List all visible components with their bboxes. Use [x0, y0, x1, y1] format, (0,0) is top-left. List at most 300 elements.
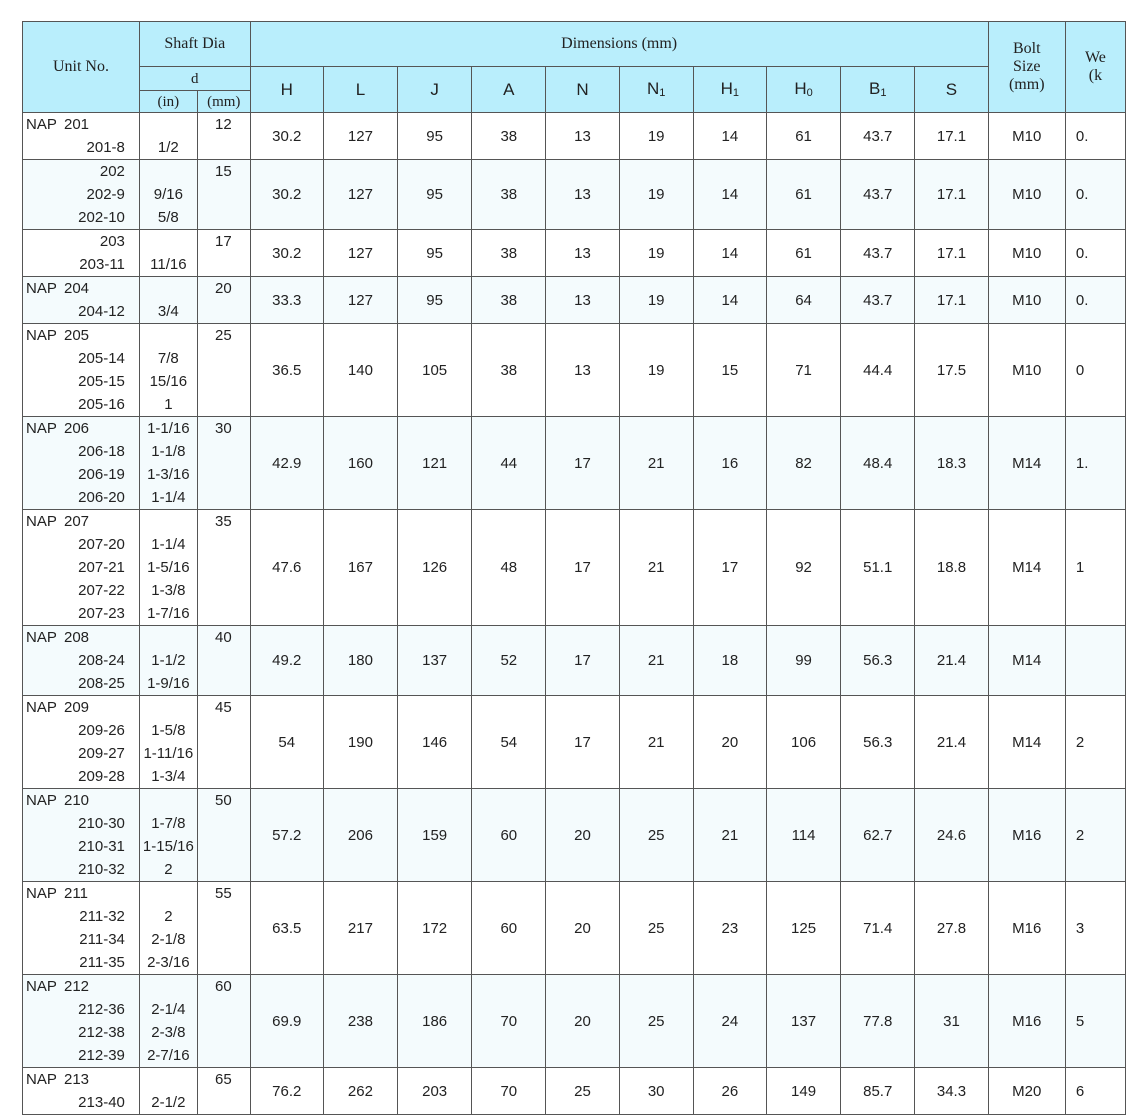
shaft-dia-in: 2-3/16 — [147, 954, 190, 971]
dimension-value: 30.2 — [250, 230, 323, 277]
unit-no — [23, 183, 139, 206]
dimension-value: 43.7 — [841, 277, 915, 324]
unit-no — [23, 696, 139, 719]
unit-no — [23, 882, 139, 905]
shaft-dia-in — [140, 510, 197, 533]
bolt-size-value: M16 — [988, 975, 1065, 1068]
shaft-dia-mm: 35 — [214, 513, 232, 530]
dimension-value: 127 — [323, 113, 397, 160]
dimension-value: 38 — [472, 113, 546, 160]
bolt-size-value: M10 — [988, 230, 1065, 277]
unit-no-cell — [23, 417, 140, 510]
dimension-value: 70 — [472, 1068, 546, 1115]
shaft-dia-in: 1-5/8 — [151, 722, 186, 739]
dimension-value: 64 — [766, 277, 840, 324]
dimension-value: 51.1 — [841, 510, 915, 626]
weight-value: 0 — [1065, 324, 1125, 417]
shaft-dia-in: 1-5/16 — [147, 559, 190, 576]
shaft-dia-mm: 40 — [214, 629, 232, 646]
shaft-dia-in-cell — [139, 510, 197, 626]
dimension-value: 19 — [619, 324, 693, 417]
unit-number: 208 — [64, 629, 90, 646]
unit-no — [23, 579, 139, 602]
dimension-value: 20 — [546, 789, 619, 882]
shaft-dia-mm: 50 — [214, 792, 232, 809]
shaft-dia-in-cell — [139, 160, 197, 230]
dimension-value: 17.1 — [915, 113, 988, 160]
dimension-value: 33.3 — [250, 277, 323, 324]
header-dim-letter: H — [280, 79, 293, 99]
dimension-value: 17.1 — [915, 230, 988, 277]
header-d: d — [139, 67, 250, 91]
weight-value: 1. — [1065, 417, 1125, 510]
weight-value: 0. — [1065, 230, 1125, 277]
shaft-dia-in-cell — [139, 277, 197, 324]
shaft-dia-in: 2 — [164, 908, 173, 925]
dimension-value: 114 — [766, 789, 840, 882]
dimension-value: 17 — [546, 626, 619, 696]
bolt-size-value: M14 — [988, 626, 1065, 696]
dimension-value: 21 — [693, 789, 766, 882]
dimension-value: 26 — [693, 1068, 766, 1115]
dimension-value: 48 — [472, 510, 546, 626]
unit-number: 208-24 — [78, 652, 125, 669]
bearing-unit-spec-table — [22, 21, 1126, 1115]
unit-no — [23, 277, 139, 300]
dimension-value: 105 — [398, 324, 472, 417]
unit-prefix: NAP — [26, 792, 57, 809]
unit-number: 211 — [64, 885, 88, 902]
shaft-dia-in — [140, 1068, 197, 1091]
shaft-dia-mm-cell — [197, 160, 250, 230]
unit-prefix: NAP — [26, 116, 57, 133]
dimension-value: 99 — [766, 626, 840, 696]
unit-no — [23, 835, 139, 858]
header-mm: (mm) — [197, 91, 250, 113]
shaft-dia-in: 1-3/4 — [151, 768, 186, 785]
shaft-dia-mm-cell — [197, 324, 250, 417]
shaft-dia-mm-cell — [197, 230, 250, 277]
unit-no — [23, 789, 139, 812]
header-dim-col — [398, 67, 472, 113]
dimension-value: 14 — [693, 277, 766, 324]
dimension-value: 49.2 — [250, 626, 323, 696]
unit-no — [23, 602, 139, 625]
header-dim-letter: A — [503, 79, 515, 99]
spec-table-container — [22, 21, 1106, 1111]
unit-number: 209-27 — [78, 745, 125, 762]
dimension-value: 36.5 — [250, 324, 323, 417]
unit-number: 212-36 — [78, 1001, 125, 1018]
unit-no — [23, 719, 139, 742]
dimension-value: 14 — [693, 113, 766, 160]
unit-number: 206 — [64, 420, 90, 437]
unit-number: 207-21 — [78, 559, 125, 576]
unit-number: 204-12 — [78, 303, 125, 320]
shaft-dia-mm: 25 — [214, 327, 232, 344]
header-dim-col — [250, 67, 323, 113]
shaft-dia-in — [140, 626, 197, 649]
dimension-value: 19 — [619, 113, 693, 160]
dimension-value: 54 — [472, 696, 546, 789]
dimension-value: 43.7 — [841, 230, 915, 277]
bolt-size-value: M16 — [988, 882, 1065, 975]
table-row — [23, 696, 1126, 789]
shaft-dia-in: 15/16 — [149, 373, 188, 390]
shaft-dia-in: 1 — [164, 396, 173, 413]
dimension-value: 13 — [546, 160, 619, 230]
shaft-dia-in-cell — [139, 789, 197, 882]
unit-no — [23, 230, 139, 253]
dimension-value: 60 — [472, 789, 546, 882]
dimension-value: 61 — [766, 160, 840, 230]
shaft-dia-in-cell — [139, 113, 197, 160]
unit-number: 210 — [64, 792, 90, 809]
unit-no — [23, 347, 139, 370]
dimension-value: 190 — [323, 696, 397, 789]
dimension-value: 137 — [766, 975, 840, 1068]
shaft-dia-in: 1-1/8 — [151, 443, 186, 460]
shaft-dia-mm: 30 — [214, 420, 232, 437]
dimension-value: 20 — [546, 882, 619, 975]
unit-number: 205-16 — [78, 396, 125, 413]
dimension-value: 56.3 — [841, 626, 915, 696]
dimension-value: 17 — [546, 696, 619, 789]
bolt-size-value: M10 — [988, 113, 1065, 160]
unit-no — [23, 206, 139, 229]
unit-number: 205-15 — [78, 373, 125, 390]
header-dim-subscript: 0 — [806, 86, 813, 99]
shaft-dia-in: 2-1/2 — [151, 1094, 186, 1111]
unit-prefix: NAP — [26, 420, 57, 437]
dimension-value: 25 — [619, 975, 693, 1068]
shaft-dia-mm: 65 — [214, 1071, 232, 1088]
shaft-dia-in: 2-7/16 — [147, 1047, 190, 1064]
shaft-dia-in: 1-11/16 — [143, 745, 194, 762]
unit-number: 206-19 — [78, 466, 125, 483]
unit-no — [23, 370, 139, 393]
dimension-value: 25 — [619, 789, 693, 882]
dimension-value: 19 — [619, 230, 693, 277]
unit-number: 209-26 — [78, 722, 125, 739]
unit-no-cell — [23, 789, 140, 882]
unit-no-cell — [23, 113, 140, 160]
header-bolt-size: Bolt Size (mm) — [988, 22, 1065, 113]
unit-prefix: NAP — [26, 1071, 57, 1088]
shaft-dia-in — [140, 277, 197, 300]
bolt-size-value: M10 — [988, 160, 1065, 230]
unit-prefix: NAP — [26, 513, 57, 530]
shaft-dia-mm-cell — [197, 696, 250, 789]
dimension-value: 167 — [323, 510, 397, 626]
dimension-value: 30.2 — [250, 160, 323, 230]
dimension-value: 20 — [546, 975, 619, 1068]
unit-no — [23, 440, 139, 463]
shaft-dia-mm-cell — [197, 1068, 250, 1115]
dimension-value: 172 — [398, 882, 472, 975]
unit-no-cell — [23, 510, 140, 626]
unit-no — [23, 463, 139, 486]
dimension-value: 60 — [472, 882, 546, 975]
shaft-dia-mm: 60 — [214, 978, 232, 995]
shaft-dia-in — [140, 789, 197, 812]
unit-no-cell — [23, 160, 140, 230]
shaft-dia-in: 1-9/16 — [147, 675, 190, 692]
dimension-value: 21 — [619, 417, 693, 510]
header-dim-letter: S — [945, 79, 958, 99]
dimension-value: 95 — [398, 277, 472, 324]
dimension-value: 21.4 — [915, 696, 988, 789]
unit-no-cell — [23, 1068, 140, 1115]
header-in: (in) — [139, 91, 197, 113]
table-body — [23, 113, 1126, 1115]
unit-no — [23, 556, 139, 579]
unit-no — [23, 626, 139, 649]
dimension-value: 262 — [323, 1068, 397, 1115]
weight-value: 0. — [1065, 113, 1125, 160]
header-dim-subscript: 1 — [732, 86, 740, 99]
shaft-dia-in: 5/8 — [157, 209, 179, 226]
dimension-value: 92 — [766, 510, 840, 626]
dimension-value: 15 — [693, 324, 766, 417]
header-unit-no: Unit No. — [23, 22, 140, 113]
unit-no — [23, 417, 139, 440]
unit-number: 207-23 — [78, 605, 125, 622]
dimension-value: 21 — [619, 626, 693, 696]
dimension-value: 17.1 — [915, 160, 988, 230]
table-row — [23, 975, 1126, 1068]
unit-number: 213 — [64, 1071, 90, 1088]
shaft-dia-mm-cell — [197, 417, 250, 510]
table-row — [23, 324, 1126, 417]
bolt-size-value: M20 — [988, 1068, 1065, 1115]
unit-no — [23, 1091, 139, 1114]
dimension-value: 62.7 — [841, 789, 915, 882]
unit-no-cell — [23, 975, 140, 1068]
table-row — [23, 230, 1126, 277]
unit-no-cell — [23, 324, 140, 417]
header-dim-letter: J — [430, 79, 439, 99]
dimension-value: 17.5 — [915, 324, 988, 417]
dimension-value: 20 — [693, 696, 766, 789]
bolt-size-value: M14 — [988, 417, 1065, 510]
dimension-value: 77.8 — [841, 975, 915, 1068]
unit-number: 206-18 — [78, 443, 125, 460]
table-row — [23, 113, 1126, 160]
unit-no — [23, 928, 139, 951]
dimension-value: 13 — [546, 324, 619, 417]
unit-no-cell — [23, 882, 140, 975]
dimension-value: 217 — [323, 882, 397, 975]
shaft-dia-in — [140, 696, 197, 719]
dimension-value: 159 — [398, 789, 472, 882]
dimension-value: 56.3 — [841, 696, 915, 789]
dimension-value: 17.1 — [915, 277, 988, 324]
dimension-value: 180 — [323, 626, 397, 696]
unit-number: 212 — [64, 978, 90, 995]
unit-no — [23, 510, 139, 533]
dimension-value: 18.3 — [915, 417, 988, 510]
shaft-dia-in: 2-1/8 — [151, 931, 186, 948]
dimension-value: 71 — [766, 324, 840, 417]
dimension-value: 203 — [398, 1068, 472, 1115]
shaft-dia-mm-cell — [197, 975, 250, 1068]
dimension-value: 48.4 — [841, 417, 915, 510]
unit-no — [23, 113, 139, 136]
dimension-value: 82 — [766, 417, 840, 510]
unit-no — [23, 393, 139, 416]
dimension-value: 127 — [323, 277, 397, 324]
shaft-dia-mm: 17 — [214, 233, 232, 250]
unit-no — [23, 742, 139, 765]
dimension-value: 126 — [398, 510, 472, 626]
dimension-value: 13 — [546, 230, 619, 277]
weight-value: 2 — [1065, 789, 1125, 882]
shaft-dia-in: 1-1/2 — [151, 652, 186, 669]
shaft-dia-in: 1-1/4 — [151, 489, 186, 506]
shaft-dia-in-cell — [139, 882, 197, 975]
dimension-value: 14 — [693, 160, 766, 230]
table-row — [23, 417, 1126, 510]
dimension-value: 125 — [766, 882, 840, 975]
shaft-dia-in: 1-3/8 — [151, 582, 186, 599]
dimension-value: 19 — [619, 277, 693, 324]
dimension-value: 38 — [472, 324, 546, 417]
dimension-value: 140 — [323, 324, 397, 417]
dimension-value: 95 — [398, 160, 472, 230]
header-dim-col — [766, 67, 840, 113]
unit-number: 202 — [99, 163, 125, 180]
dimension-value: 43.7 — [841, 113, 915, 160]
dimension-value: 21.4 — [915, 626, 988, 696]
shaft-dia-in: 2 — [164, 861, 173, 878]
dimension-value: 30.2 — [250, 113, 323, 160]
unit-number: 207-20 — [78, 536, 125, 553]
shaft-dia-mm-cell — [197, 626, 250, 696]
weight-value: 2 — [1065, 696, 1125, 789]
dimension-value: 146 — [398, 696, 472, 789]
shaft-dia-mm-cell — [197, 882, 250, 975]
unit-number: 207 — [64, 513, 90, 530]
dimension-value: 18 — [693, 626, 766, 696]
dimension-value: 24 — [693, 975, 766, 1068]
unit-prefix: NAP — [26, 280, 57, 297]
weight-value: 0. — [1065, 277, 1125, 324]
unit-no — [23, 812, 139, 835]
shaft-dia-mm-cell — [197, 277, 250, 324]
unit-number: 203-11 — [79, 256, 125, 273]
unit-number: 209 — [64, 699, 90, 716]
unit-number: 205 — [64, 327, 90, 344]
shaft-dia-in: 1/2 — [157, 139, 179, 156]
shaft-dia-mm-cell — [197, 113, 250, 160]
header-dim-col — [472, 67, 546, 113]
shaft-dia-in: 1-7/8 — [151, 815, 186, 832]
dimension-value: 16 — [693, 417, 766, 510]
header-dim-col — [693, 67, 766, 113]
shaft-dia-mm: 45 — [214, 699, 232, 716]
unit-number: 202-9 — [86, 186, 125, 203]
dimension-value: 38 — [472, 277, 546, 324]
shaft-dia-in: 1-1/16 — [147, 420, 190, 437]
dimension-value: 57.2 — [250, 789, 323, 882]
dimension-value: 38 — [472, 230, 546, 277]
unit-no — [23, 765, 139, 788]
unit-no-cell — [23, 626, 140, 696]
unit-no — [23, 905, 139, 928]
dimension-value: 21 — [619, 696, 693, 789]
dimension-value: 14 — [693, 230, 766, 277]
table-row — [23, 277, 1126, 324]
dimension-value: 69.9 — [250, 975, 323, 1068]
dimension-value: 27.8 — [915, 882, 988, 975]
shaft-dia-in-cell — [139, 230, 197, 277]
dimension-value: 23 — [693, 882, 766, 975]
weight-value: 5 — [1065, 975, 1125, 1068]
dimension-value: 34.3 — [915, 1068, 988, 1115]
dimension-value: 76.2 — [250, 1068, 323, 1115]
shaft-dia-in: 1-1/4 — [151, 536, 186, 553]
dimension-value: 95 — [398, 230, 472, 277]
unit-no — [23, 975, 139, 998]
weight-value: 1 — [1065, 510, 1125, 626]
unit-no — [23, 951, 139, 974]
unit-prefix: NAP — [26, 978, 57, 995]
dimension-value: 52 — [472, 626, 546, 696]
header-dim-col — [546, 67, 619, 113]
shaft-dia-in: 7/8 — [157, 350, 179, 367]
shaft-dia-mm-cell — [197, 510, 250, 626]
header-dim-col — [323, 67, 397, 113]
unit-no — [23, 533, 139, 556]
bolt-size-value: M16 — [988, 789, 1065, 882]
table-row — [23, 160, 1126, 230]
unit-no — [23, 649, 139, 672]
dimension-value: 160 — [323, 417, 397, 510]
shaft-dia-mm: 20 — [214, 280, 232, 297]
table-row — [23, 626, 1126, 696]
unit-no — [23, 1021, 139, 1044]
shaft-dia-mm: 12 — [214, 116, 232, 133]
table-row — [23, 789, 1126, 882]
dimension-value: 25 — [619, 882, 693, 975]
shaft-dia-in — [140, 230, 197, 253]
dimension-value: 71.4 — [841, 882, 915, 975]
shaft-dia-in-cell — [139, 417, 197, 510]
header-dim-subscript: 1 — [659, 86, 666, 99]
dimension-value: 31 — [915, 975, 988, 1068]
header-dim-col — [915, 67, 988, 113]
dimension-value: 21 — [619, 510, 693, 626]
unit-number: 205-14 — [78, 350, 125, 367]
unit-prefix: NAP — [26, 699, 57, 716]
dimension-value: 13 — [546, 113, 619, 160]
weight-value: 3 — [1065, 882, 1125, 975]
dimension-value: 13 — [546, 277, 619, 324]
dimension-value: 19 — [619, 160, 693, 230]
unit-number: 210-31 — [78, 838, 125, 855]
unit-number: 203 — [99, 233, 125, 250]
shaft-dia-in: 11/16 — [150, 256, 187, 273]
unit-number: 212-38 — [78, 1024, 125, 1041]
shaft-dia-in-cell — [139, 975, 197, 1068]
dimension-value: 30 — [619, 1068, 693, 1115]
unit-prefix: NAP — [26, 629, 57, 646]
unit-no-cell — [23, 277, 140, 324]
unit-no — [23, 486, 139, 509]
unit-no — [23, 324, 139, 347]
unit-no — [23, 998, 139, 1021]
